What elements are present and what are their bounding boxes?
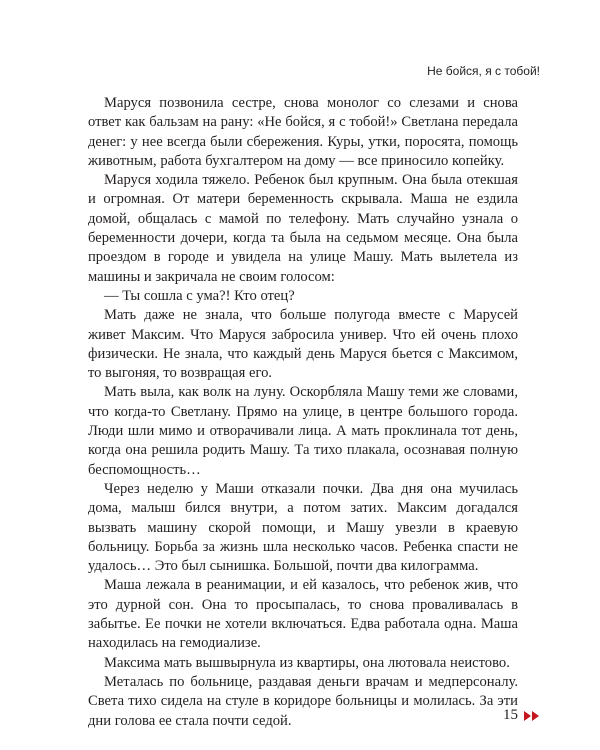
paragraph: Мать даже не знала, что больше полугода вместе с Марусей живет Максим. Что Маруся забросила универ. Что ей очень плохо физически. Не знала, что каждый день Маруся бьется с Максимом, то выгоняя, то возвращая его. xyxy=(88,307,518,382)
page-footer xyxy=(503,707,540,724)
body-text xyxy=(88,94,518,731)
paragraph: Металась по больнице, раздавая деньги врачам и медперсоналу. Света тихо сидела на стуле в коридоре больницы и молилась. За эти дни голова ее стала почти седой. xyxy=(88,673,518,729)
paragraph: Через неделю у Маши отказали почки. Два дня она мучилась дома, малыш бился внутри, а потом затих. Максим догадался вызвать машину скорой помощи, и Машу увезли в краевую больницу. Борьба за жизнь шла несколько часов. Ребенка спасти не удалось… Это был сынишка. Большой, почти два килограмма. xyxy=(88,480,518,575)
paragraph: Мать выла, как волк на луну. Оскорбляла Машу теми же словами, что когда-то Светлану. Прямо на улице, в центре большого города. Люди шли мимо и отворачивали лица. А мать проклинала тот день, когда она решила родить Машу. Та тихо плакала, осознавая полную беспомощность… xyxy=(88,384,518,478)
paragraph: Маруся позвонила сестре, снова монолог со слезами и снова ответ как бальзам на рану: «Не бойся, я с тобой!» Светлана передала денег: у нее всегда были сбережения. Куры, утки, поросята, помощь животным, работа бухгалтером на дому — все приносило копейку. xyxy=(88,95,518,169)
paragraph: Максима мать вышвырнула из квартиры, она лютовала неистово. xyxy=(104,654,510,671)
page-number: 15 xyxy=(503,707,518,723)
double-chevron-right-icon xyxy=(524,711,540,721)
paragraph: Маша лежала в реанимации, и ей казалось, что ребенок жив, что это дурной сон. Она то просыпалась, то снова проваливалась в забытье. Ее почки не хотели включаться. Едва работала одна. Маша находилась на гемодиализе. xyxy=(88,577,518,652)
dialogue-line: — Ты сошла с ума?! Кто отец? xyxy=(104,287,295,304)
paragraph: Маруся ходила тяжело. Ребенок был крупным. Она была отекшая и огромная. От матери беременность скрывала. Маша не ездила домой, общалась с мамой по телефону. Мать случайно узнала о беременности дочери, когда та была на седьмом месяце. Она была проездом в городе и увидела на улице Машу. Мать вылетела из машины и закричала не своим голосом: xyxy=(88,172,518,285)
running-header: Не бойся, я с тобой! xyxy=(427,64,540,78)
